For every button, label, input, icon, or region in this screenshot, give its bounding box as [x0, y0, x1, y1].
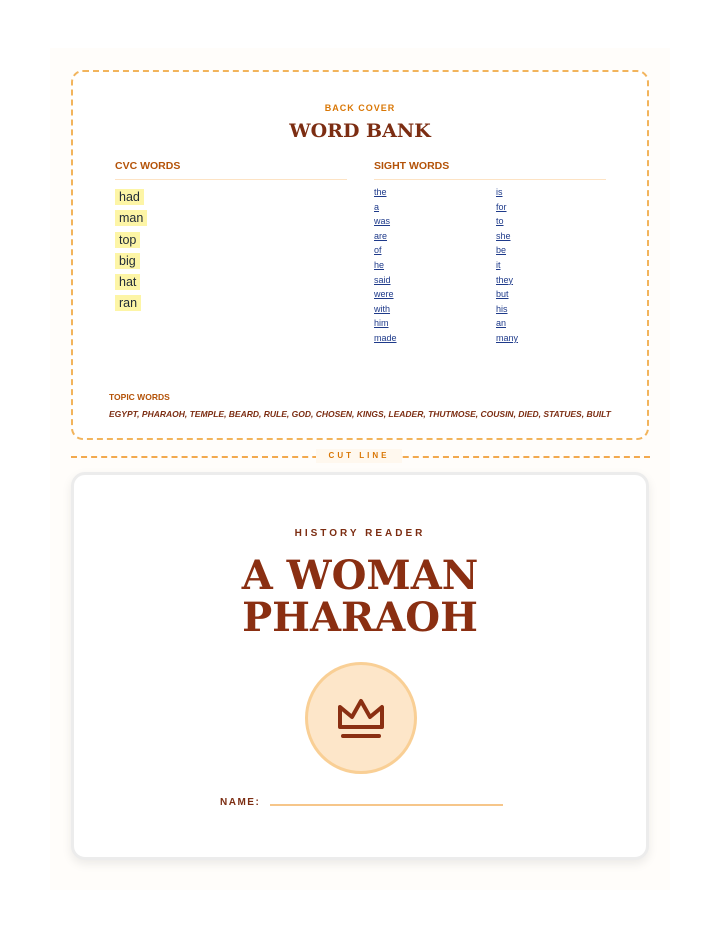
topic-words-list: EGYPT, PHARAOH, TEMPLE, BEARD, RULE, GOD, CHOSEN, KINGS, LEADER, THUTMOSE, COUSIN, DIED, STATUES, BUILT [109, 409, 611, 419]
sight-word-link[interactable]: said [374, 274, 391, 285]
sight-word-link[interactable]: he [374, 259, 385, 270]
sight-word-link[interactable]: are [374, 230, 388, 241]
sight-word-link[interactable]: him [374, 318, 389, 329]
topic-words-heading: TOPIC WORDS [109, 392, 170, 402]
book-title-line-1: A WOMAN [241, 552, 479, 599]
sight-word-link[interactable]: is [496, 187, 503, 197]
cut-line-label: CUT LINE [316, 449, 402, 463]
sight-word-link[interactable]: of [374, 245, 382, 256]
name-label: NAME: [220, 797, 261, 808]
front-cover-panel [71, 472, 649, 860]
sight-word-column-2 [496, 185, 518, 346]
book-title [74, 552, 646, 641]
sight-word-link[interactable]: to [496, 216, 504, 227]
sight-word-link[interactable]: made [374, 332, 397, 343]
sight-word-column-1 [374, 185, 397, 346]
sight-word-link[interactable]: but [496, 289, 509, 300]
cvc-word-list [115, 186, 147, 314]
cvc-word: hat [115, 271, 147, 292]
back-cover-eyebrow: BACK COVER [324, 103, 396, 113]
book-title-line-2: PHARAOH [242, 594, 478, 641]
cvc-word: man [115, 207, 147, 228]
crown-medallion [305, 662, 417, 774]
history-reader-kicker: HISTORY READER [294, 528, 426, 539]
sight-word-link[interactable]: it [496, 259, 501, 270]
word-bank-title: WORD BANK [289, 120, 431, 142]
sight-word-link[interactable]: for [496, 201, 507, 212]
sight-word-link[interactable]: the [374, 187, 387, 197]
cvc-word: ran [115, 292, 147, 313]
sight-word-link[interactable]: an [496, 318, 507, 329]
sight-word-link[interactable]: be [496, 245, 507, 256]
name-write-line[interactable] [270, 804, 503, 806]
sight-word-link[interactable]: were [374, 289, 394, 300]
cvc-word: top [115, 229, 147, 250]
sight-word-link[interactable]: with [374, 303, 391, 314]
cvc-word: big [115, 250, 147, 271]
sight-words-heading: SIGHT WORDS [374, 160, 606, 180]
sight-word-link[interactable]: many [496, 332, 519, 343]
sight-word-link[interactable]: they [496, 274, 514, 285]
cvc-word: had [115, 186, 147, 207]
sight-word-link[interactable]: a [374, 201, 380, 212]
sight-word-link[interactable]: his [496, 303, 508, 314]
sight-word-link[interactable]: she [496, 230, 511, 241]
back-cover-panel [71, 70, 649, 440]
crown-icon [334, 691, 388, 745]
cvc-words-heading: CVC WORDS [115, 160, 347, 180]
sight-word-link[interactable]: was [374, 216, 391, 227]
